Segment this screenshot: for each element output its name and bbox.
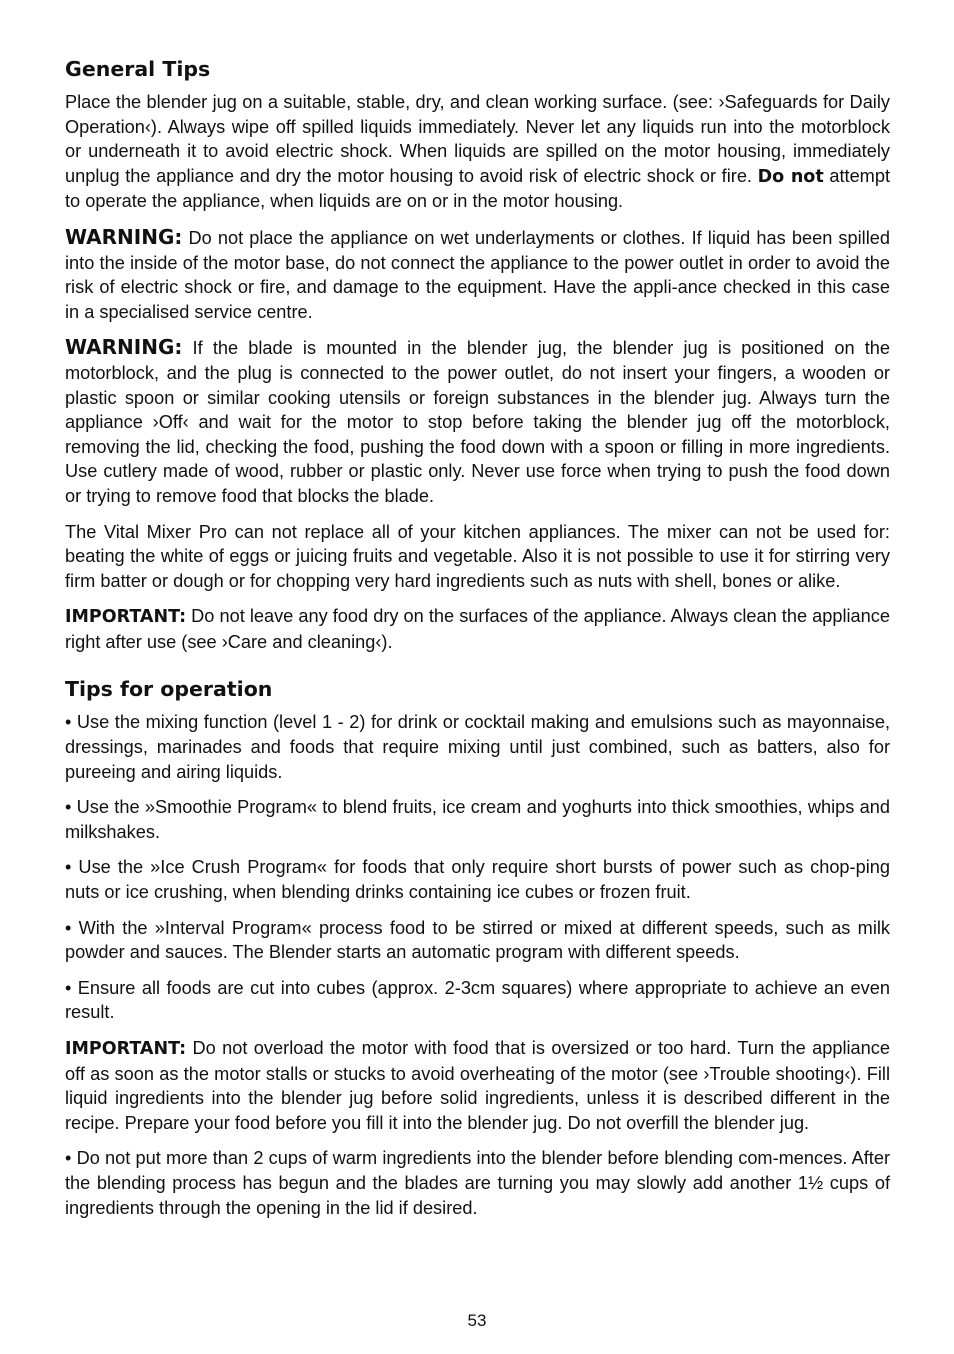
important-label: IMPORTANT: (65, 1039, 187, 1059)
bullet-item: • Use the mixing function (level 1 - 2) for drink or cocktail making and emulsions such as mayonnaise, dressings, marinades and foods that require mixing until just combined, such as batters, also for pureeing and airing liquids. (65, 712, 890, 782)
important-label: IMPORTANT: (65, 607, 187, 628)
important-text: Do not leave any food dry on the surfaces of the appliance. Always clean the appliance right after use (see ›Care and cleaning‹). (65, 606, 890, 652)
paragraph-surface (65, 90, 890, 214)
important-overload (65, 1036, 890, 1135)
bullet-item: • Use the »Ice Crush Program« for foods that only require short bursts of power such as chop-ping nuts or ice crushing, when blending drinks containing ice cubes or frozen fruit. (65, 857, 890, 903)
bullet-item: • Do not put more than 2 cups of warm ingredients into the blender before blending com-mences. After the blending process has begun and the blades are turning you may slowly add another 1½ cups of ingredients through the opening in the lid if desired. (65, 1148, 890, 1218)
page-number: 53 (467, 1311, 487, 1330)
important-clean (65, 604, 890, 654)
paragraph-surface-text-end: attempt to operate the appliance, when liquids are on or in the motor housing. (65, 165, 890, 212)
warning-label: WARNING: (65, 224, 183, 249)
do-not-emphasis: Do not (757, 166, 824, 187)
bullet-item: • Use the »Smoothie Program« to blend fruits, ice cream and yoghurts into thick smoothies, whips and milkshakes. (65, 797, 890, 842)
warning-text: If the blade is mounted in the blender jug, the blender jug is positioned on the motorblock, and the plug is connected to the power outlet, do not insert your fingers, a wooden or plastic spoon or similar cooking utensils or foreign substances in the blender jug. Always turn the appliance ›Off‹ and wait for the motor to stop before taking the blender jug off the motorblock, removing the lid, checking the food, pushing the food down with a spoon or filling in more ingredients. Use cutlery made of wood, rubber or plastic only. Never use force when trying to push the food down or trying to remove food that blocks the blade. (65, 338, 890, 506)
warning-text: Do not place the appliance on wet underlayments or clothes. If liquid has been spilled into the inside of the motor base, do not connect the appliance to the power outlet in order to avoid the risk of electric shock or fire, and damage to the equipment. Have the appli-ance checked in this case in a specialised service centre. (65, 227, 890, 322)
warning-label: WARNING: (65, 335, 183, 360)
section-heading-general-tips: General Tips (65, 57, 211, 81)
warning-blade (65, 335, 890, 508)
bullet-item: • With the »Interval Program« process food to be stirred or mixed at different speeds, such as milk powder and sauces. The Blender starts an automatic program with different speeds. (65, 917, 890, 963)
warning-wet-underlayments (65, 225, 890, 324)
manual-page (65, 56, 890, 1231)
important-text: Do not overload the motor with food that is oversized or too hard. Turn the appliance off as soon as the motor stalls or stucks to avoid overheating of the motor (see ›Trouble shooting‹). Fill liquid ingredients into the blender jug before solid ingredients, unless it is described different in the recipe. Prepare your food before you fill it into the blender jug. Do not overfill the blender jug. (65, 1038, 890, 1133)
paragraph-vital-mixer: The Vital Mixer Pro can not replace all of your kitchen appliances. The mixer can not be used for: beating the white of eggs or juicing fruits and vegetable. Also it is not possible to use it for stirring very firm batter or dough or for chopping very hard ingredients such as nuts with shell, bones or alike. (65, 521, 890, 591)
bullet-item: • Ensure all foods are cut into cubes (approx. 2-3cm squares) where appropriate to achieve an even result. (65, 977, 890, 1023)
section-heading-tips-operation: Tips for operation (65, 677, 273, 702)
paragraph-surface-text: Place the blender jug on a suitable, stable, dry, and clean working surface. (see: ›Safeguards for Daily Operation‹). Always wipe off spilled liquids immediately. Never let any liquids run into the motorblock or underneath it to avoid electric shock. When liquids are spilled on the motor housing, immediately unplug the appliance and dry the motor housing to avoid risk of electric shock or fire. (65, 92, 890, 186)
